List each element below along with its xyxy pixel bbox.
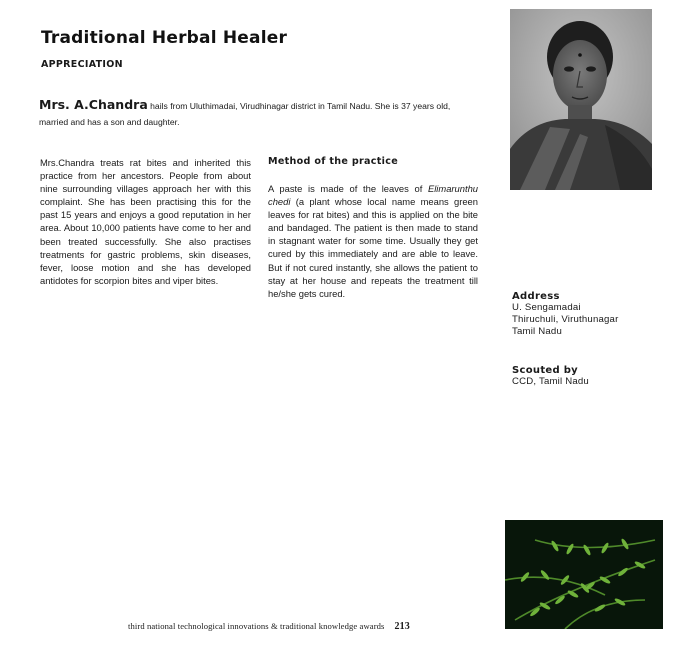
plant-photo [505, 520, 663, 629]
scouted-by-block [512, 365, 682, 388]
intro-paragraph [39, 97, 479, 130]
healer-name: Mrs. A.Chandra [39, 97, 148, 112]
page-title: Traditional Herbal Healer [41, 28, 288, 48]
address-line: Tamil Nadu [512, 326, 562, 337]
scouted-text: CCD, Tamil Nadu [512, 376, 589, 387]
method-text-start: A paste is made of the leaves of [268, 183, 428, 194]
section-label: APPRECIATION [41, 59, 123, 70]
page-number: 213 [394, 621, 410, 632]
address-line: U. Sengamadai [512, 302, 581, 313]
address-block [512, 291, 682, 338]
page-footer [128, 621, 410, 632]
address-line: Thiruchuli, Viruthunagar [512, 314, 619, 325]
method-heading: Method of the practice [268, 156, 399, 167]
footer-text: third national technological innovations & traditional knowledge awards [128, 621, 385, 631]
method-paragraph [268, 182, 478, 300]
plant-name: Elimarunthu chedi [268, 183, 478, 208]
portrait-photo [510, 9, 652, 190]
method-text-end: (a plant whose local name means green leaves for rat bites) and this is applied on the bite and bandaged. The patient is then made to stand in stagnant water for some time. Usually they get cured by this immediately and are able to leave. But if not cured instantly, she allows the patient to stay at her house and repeats the treatment till he/she gets cured. [268, 196, 478, 299]
description-paragraph: Mrs.Chandra treats rat bites and inherited this practice from her ancestors. People from about nine surrounding villages approach her with this complaint. She has been practising this for the past 15 years and enjoys a good reputation in her area. About 10,000 patients have come to her and been treated successfully. She also practises treatments for gastric problems, skin diseases, fever, loose motion and she has developed antidotes for scorpion bites and viper bites. [40, 157, 251, 286]
address-heading: Address [512, 291, 560, 302]
intro-text: hails from Uluthimadai, Virudhinagar district in Tamil Nadu. She is 37 years old, married and has a son and daughter. [39, 101, 451, 127]
scouted-heading: Scouted by [512, 365, 578, 376]
